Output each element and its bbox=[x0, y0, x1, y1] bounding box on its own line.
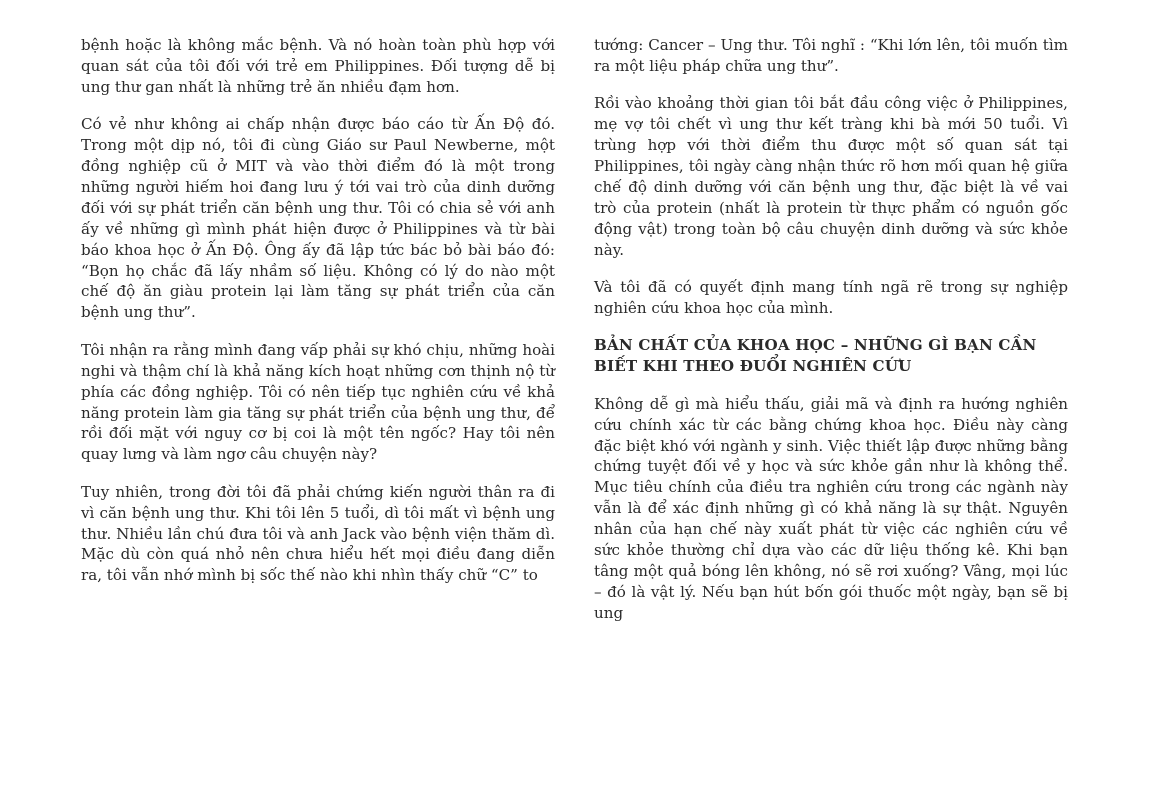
paragraph: Và tôi đã có quyết định mang tính ngã rẽ trong sự nghiệp nghiên cứu khoa học của mình. bbox=[594, 278, 1068, 317]
paragraph: Tôi nhận ra rằng mình đang vấp phải sự khó chịu, những hoài nghi và thậm chí là khả năng kích hoạt những cơn thịnh nộ từ phía các đồng nghiệp. Tôi có nên tiếp tục nghiên cứu về khả năng protein làm gia tăng sự phát triển của bệnh ung thư, để rồi đối mặt với nguy cơ bị coi là một tên ngốc? Hay tôi nên quay lưng và làm ngơ câu chuyện này? bbox=[81, 340, 555, 464]
paragraph: Không dễ gì mà hiểu thấu, giải mã và định ra hướng nghiên cứu chính xác từ các bằng chứng khoa học. Điều này càng đặc biệt khó với ngành y sinh. Việc thiết lập được những bằng chứng tuyệt đối về y học và sức khỏe gần như là không thể. Mục tiêu chính của điều tra nghiên cứu trong các ngành này vẫn là để xác định những gì có khả năng là sự thật. Nguyên nhân của hạn chế này xuất phát từ việc các nghiên cứu về sức khỏe thường chỉ dựa vào các dữ liệu thống kê. Khi bạn tâng một quả bóng lên không, nó sẽ rơi xuống? Vâng, mọi lúc – đó là vật lý. Nếu bạn hút bốn gói thuốc một ngày, bạn sẽ bị ung bbox=[594, 394, 1068, 622]
right-column bbox=[594, 35, 1068, 640]
paragraph: tướng: Cancer – Ung thư. Tôi nghĩ : “Khi lớn lên, tôi muốn tìm ra một liệu pháp chữa ung thư”. bbox=[594, 36, 1068, 75]
paragraph: Tuy nhiên, trong đời tôi đã phải chứng kiến người thân ra đi vì căn bệnh ung thư. Khi tôi lên 5 tuổi, dì tôi mất vì bệnh ung thư. Nhiều lần chú đưa tôi và anh Jack vào bệnh viện thăm dì. Mặc dù còn quá nhỏ nên chưa hiểu hết mọi điều đang diễn ra, tôi vẫn nhớ mình bị sốc thế nào khi nhìn thấy chữ “C” to bbox=[81, 482, 555, 585]
paragraph: Có vẻ như không ai chấp nhận được báo cáo từ Ấn Độ đó. Trong một dịp nó, tôi đi cùng Giáo sư Paul Newberne, một đồng nghiệp cũ ở MIT và vào thời điểm đó là một trong những người hiếm hoi đang lưu ý tới vai trò của dinh dưỡng đối với sự phát triển căn bệnh ung thư. Tôi có chia sẻ với anh ấy về những gì mình phát hiện được ở Philippines và từ bài báo khoa học ở Ấn Độ. Ông ấy đã lập tức bác bỏ bài báo đó: “Bọn họ chắc đã lấy nhầm số liệu. Không có lý do nào một chế độ ăn giàu protein lại làm tăng sự phát triển của căn bệnh ung thư”. bbox=[81, 115, 555, 322]
left-column bbox=[81, 35, 555, 603]
paragraph: Rồi vào khoảng thời gian tôi bắt đầu công việc ở Philippines, mẹ vợ tôi chết vì ung thư kết tràng khi bà mới 50 tuổi. Vì trùng hợp với thời điểm thu được một số quan sát tại Philippines, tôi ngày càng nhận thức rõ hơn mối quan hệ giữa chế độ dinh dưỡng với căn bệnh ung thư, đặc biệt là về vai trò của protein (nhất là protein từ thực phẩm có nguồn gốc động vật) trong toàn bộ câu chuyện dinh dưỡng và sức khỏe này. bbox=[594, 94, 1068, 259]
paragraph: bệnh hoặc là không mắc bệnh. Và nó hoàn toàn phù hợp với quan sát của tôi đối với trẻ em Philippines. Đối tượng dễ bị ung thư gan nhất là những trẻ ăn nhiều đạm hơn. bbox=[81, 36, 555, 96]
section-heading: BẢN CHẤT CỦA KHOA HỌC – NHỮNG GÌ BẠN CẦN BIẾT KHI THEO ĐUỔI NGHIÊN CỨU bbox=[594, 336, 1037, 376]
